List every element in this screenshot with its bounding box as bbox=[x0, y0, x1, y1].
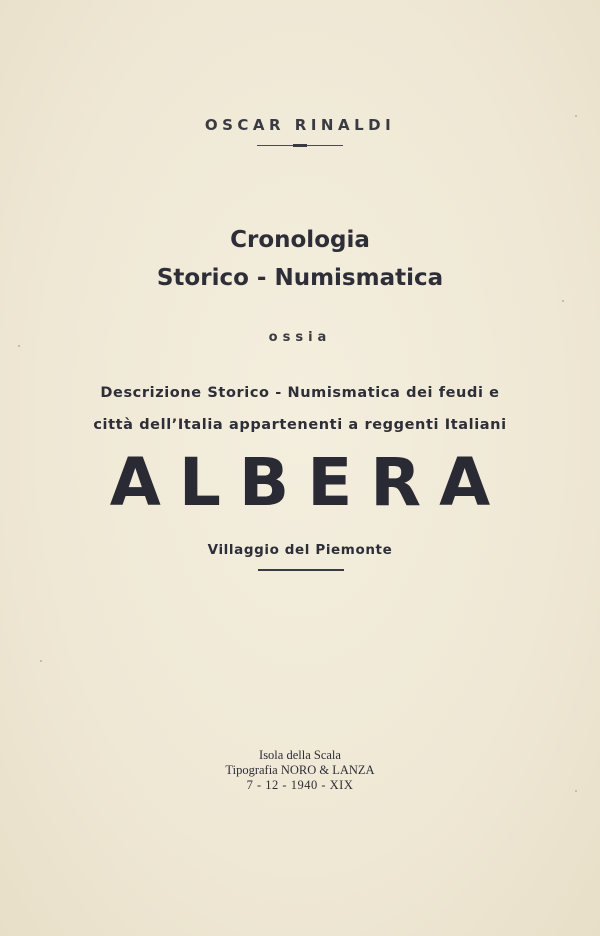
description-line-2: città dell’Italia appartenenti a reggenti Italiani bbox=[93, 417, 507, 433]
paper-speck bbox=[18, 345, 20, 347]
title-line-2: Storico - Numismatica bbox=[156, 265, 444, 291]
description-line-1: Descrizione Storico - Numismatica dei feudi e bbox=[100, 385, 500, 401]
bottom-rule bbox=[258, 569, 344, 571]
title-line-1: Cronologia bbox=[230, 227, 370, 253]
imprint-place: Isola della Scala bbox=[259, 748, 341, 762]
author-name: OSCAR RINALDI bbox=[204, 116, 396, 134]
main-title: ALBERA bbox=[109, 444, 509, 521]
paper-speck bbox=[562, 300, 564, 302]
connector-word: ossia bbox=[268, 330, 332, 345]
paper-speck bbox=[575, 115, 577, 117]
imprint-printer: Tipografia NORO & LANZA bbox=[225, 763, 375, 777]
top-rule-ornament bbox=[293, 144, 307, 147]
imprint-date: 7 - 12 - 1940 - XIX bbox=[246, 778, 354, 792]
paper-speck bbox=[575, 790, 577, 792]
paper-speck bbox=[40, 660, 42, 662]
subtitle: Villaggio del Piemonte bbox=[207, 542, 393, 558]
